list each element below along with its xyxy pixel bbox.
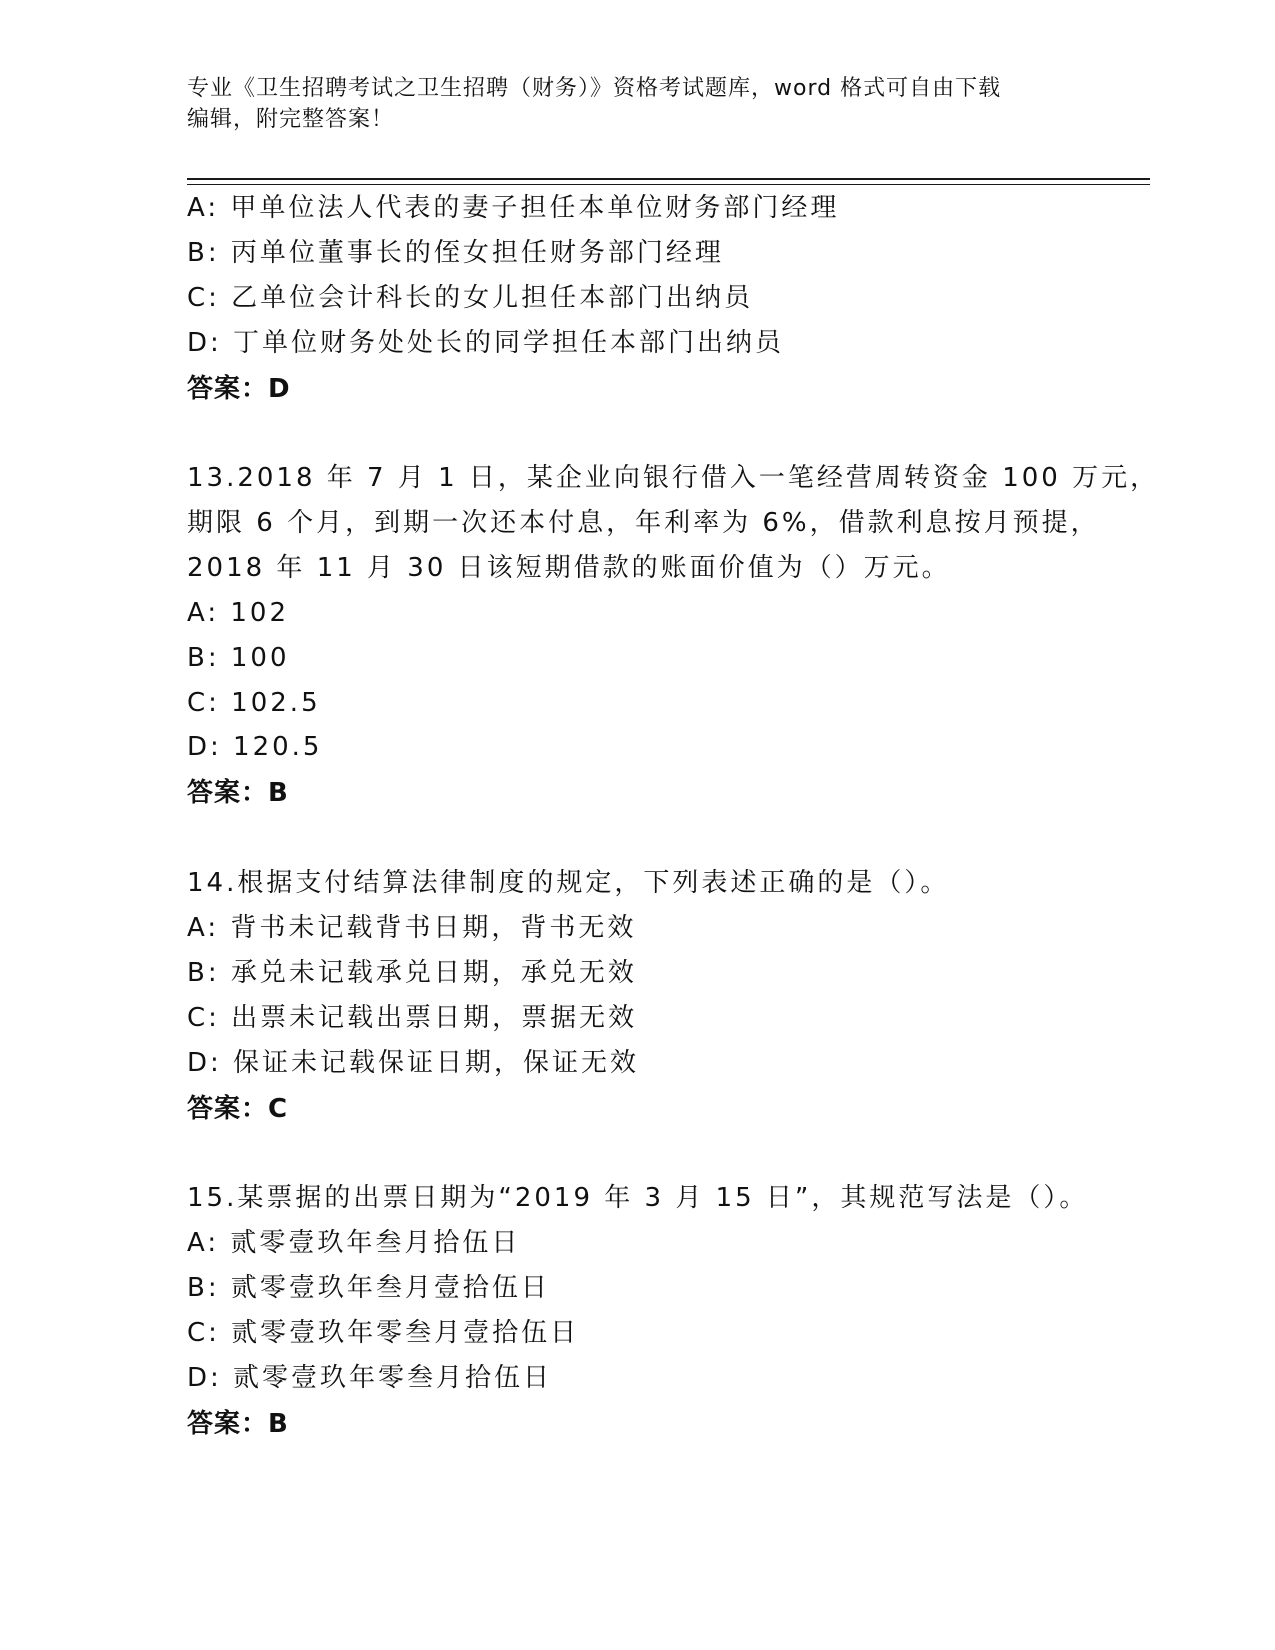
document-header	[187, 73, 1087, 135]
q14-option-c: C: 出票未记载出票日期，票据无效	[187, 1003, 638, 1033]
q12-option-a: A: 甲单位法人代表的妻子担任本单位财务部门经理	[187, 193, 840, 223]
q14-option-a: A: 背书未记载背书日期，背书无效	[187, 913, 637, 943]
q13-option-c: C: 102.5	[187, 688, 321, 718]
q13-answer: 答案：B	[187, 778, 289, 808]
header-rule-thick	[187, 178, 1150, 180]
header-line-1: 专业《卫生招聘考试之卫生招聘（财务）》资格考试题库，word 格式可自由下载	[187, 76, 1002, 101]
q15-stem: 15.某票据的出票日期为“2019 年 3 月 15 日”，其规范写法是（）。	[187, 1183, 1089, 1213]
q14-answer: 答案：C	[187, 1094, 289, 1124]
q13-stem-line-1: 13.2018 年 7 月 1 日，某企业向银行借入一笔经营周转资金 100 万元，	[187, 463, 1160, 493]
q15-option-a: A: 贰零壹玖年叁月拾伍日	[187, 1228, 521, 1258]
q13-option-d: D: 120.5	[187, 732, 323, 762]
q15-option-b: B: 贰零壹玖年叁月壹拾伍日	[187, 1273, 550, 1303]
q12-answer: 答案：D	[187, 374, 291, 404]
q15-answer: 答案：B	[187, 1409, 289, 1439]
q13-stem-line-2: 期限 6 个月，到期一次还本付息，年利率为 6%，借款利息按月预提，	[187, 508, 1100, 538]
header-line-2: 编辑，附完整答案！	[187, 107, 395, 132]
q14-stem: 14.根据支付结算法律制度的规定，下列表述正确的是（）。	[187, 868, 950, 898]
q15-option-d: D: 贰零壹玖年零叁月拾伍日	[187, 1363, 553, 1393]
q13-option-a: A: 102	[187, 598, 289, 628]
q13-stem-line-3: 2018 年 11 月 30 日该短期借款的账面价值为（）万元。	[187, 553, 951, 583]
q13-option-b: B: 100	[187, 643, 290, 673]
q12-option-d: D: 丁单位财务处处长的同学担任本部门出纳员	[187, 328, 785, 358]
q12-option-c: C: 乙单位会计科长的女儿担任本部门出纳员	[187, 283, 754, 313]
q12-option-b: B: 丙单位董事长的侄女担任财务部门经理	[187, 238, 724, 268]
q14-option-b: B: 承兑未记载承兑日期，承兑无效	[187, 958, 637, 988]
header-rule-thin	[187, 184, 1150, 185]
q15-option-c: C: 贰零壹玖年零叁月壹拾伍日	[187, 1318, 580, 1348]
q14-option-d: D: 保证未记载保证日期，保证无效	[187, 1048, 640, 1078]
